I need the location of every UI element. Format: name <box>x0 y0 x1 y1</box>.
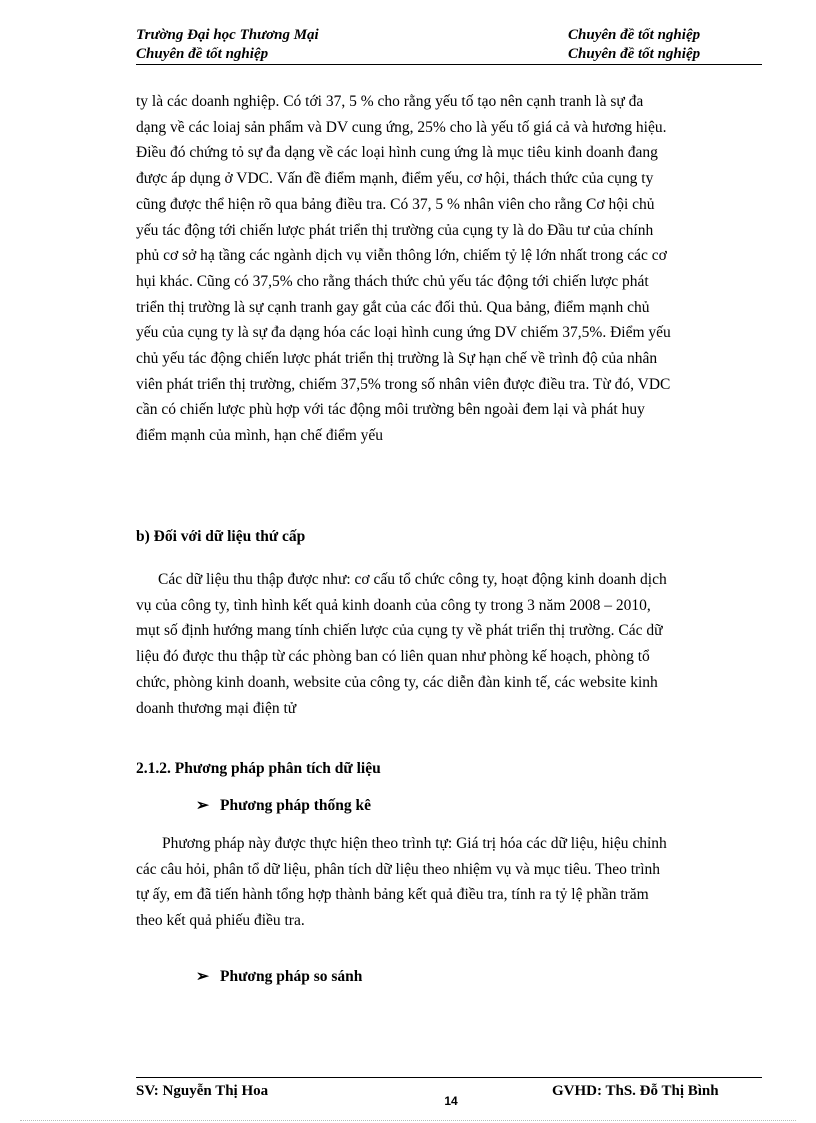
bullet-comparison-method <box>196 967 362 987</box>
student-name: SV: Nguyễn Thị Hoa <box>136 1083 269 1099</box>
para2-line: doanh thương mại điện tử <box>136 699 297 717</box>
advisor-name: GVHD: ThS. Đỗ Thị Bình <box>552 1083 719 1099</box>
para3-line: theo kết quả phiếu điều tra. <box>136 912 305 930</box>
section-heading-212: 2.1.2. Phương pháp phân tích dữ liệu <box>136 760 381 777</box>
para1-line: cần có chiến lược phù hợp với tác động môi trường bên ngoài đem lại và phát huy <box>136 401 645 419</box>
para1-line: ty là các doanh nghiệp. Có tới 37, 5 % cho rằng yếu tố tạo nên cạnh tranh là sự đa <box>136 93 644 110</box>
para2-line: mụt số định hướng mang tính chiến lược của cụng ty về phát triển thị trường. Các dữ <box>136 622 663 640</box>
para3-line: các câu hỏi, phân tổ dữ liệu, phân tích dữ liệu theo nhiệm vụ và mục tiêu. Theo trình <box>136 860 661 878</box>
para1-line: chủ yếu tác động chiến lược phát triển thị trường là Sự hạn chế về trình độ của nhân <box>136 350 658 368</box>
para3-line: Phương pháp này được thực hiện theo trình tự: Giá trị hóa các dữ liệu, hiệu chỉnh <box>162 835 667 852</box>
bullet-statistical-method <box>196 796 371 816</box>
page-number: 14 <box>444 1094 458 1108</box>
para1-line: phủ cơ sở hạ tầng các ngành dịch vụ viễn thông lớn, chiếm tỷ lệ lớn nhất trong các cơ <box>136 247 667 265</box>
school-name: Trường Đại học Thương Mại <box>136 27 319 43</box>
para1-line: triển thị trường là sự cạnh tranh gay gắt của các đối thủ. Qua bảng, điểm mạnh chủ <box>136 298 650 316</box>
arrow-bullet-icon: ➢ <box>196 797 209 814</box>
thesis-type: Chuyên đề tốt nghiệp <box>568 27 701 43</box>
arrow-bullet-icon: ➢ <box>196 968 209 985</box>
para3-line: tự ấy, em đã tiến hành tổng hợp thành bảng kết quả điều tra, tính ra tỷ lệ phần trăm <box>136 886 649 904</box>
thesis-type-left: Chuyên đề tốt nghiệp <box>136 46 269 62</box>
para2-line: chức, phòng kinh doanh, website của công ty, các diễn đàn kinh tế, các website kinh <box>136 673 658 691</box>
bullet-label: Phương pháp so sánh <box>220 968 363 985</box>
header-rule <box>136 64 762 65</box>
thesis-type-right: Chuyên đề tốt nghiệp <box>568 46 701 62</box>
paragraph-2 <box>136 567 766 721</box>
bullet-label: Phương pháp thống kê <box>220 797 371 814</box>
footer-rule <box>136 1077 762 1078</box>
page-edge-divider <box>20 1120 796 1121</box>
para1-line: cũng được thể hiện rõ qua bảng điều tra. Có 37, 5 % nhân viên cho rằng Cơ hội chủ <box>136 195 655 213</box>
paragraph-1 <box>136 89 766 449</box>
para1-line: điểm mạnh của mình, hạn chế điểm yếu <box>136 427 384 445</box>
para2-line: liệu đó được thu thập từ các phòng ban có liên quan như phòng kế hoạch, phòng tổ <box>136 648 650 666</box>
para2-line: Các dữ liệu thu thập được như: cơ cấu tổ chức công ty, hoạt động kinh doanh dịch <box>158 571 667 588</box>
para1-line: yếu của cụng ty là sự đa dạng hóa các loại hình cung ứng DV chiếm 37,5%. Điểm yếu <box>136 324 671 342</box>
para1-line: viên phát triển thị trường, chiếm 37,5% trong số nhân viên được điều tra. Từ đó, VDC <box>136 375 671 393</box>
para1-line: yếu tác động tới chiến lược phát triển thị trường của cụng ty là do Đầu tư của chính <box>136 221 654 239</box>
section-heading-b: b) Đối với dữ liệu thứ cấp <box>136 528 306 545</box>
para1-line: dạng về các loiaj sản phẩm và DV cung ứng, 25% cho là yếu tố giá cả và hương hiệu. <box>136 118 667 136</box>
para1-line: được áp dụng ở VDC. Vấn đề điểm mạnh, điểm yếu, cơ hội, thách thức của cụng ty <box>136 170 654 188</box>
para1-line: Điều đó chứng tỏ sự đa dạng về các loại hình cung ứng là mục tiêu kinh doanh đang <box>136 144 658 162</box>
paragraph-3 <box>136 831 766 934</box>
para2-line: vụ của công ty, tình hình kết quả kinh doanh của công ty trong 3 năm 2008 – 2010, <box>136 596 651 614</box>
para1-line: hụi khác. Cũng có 37,5% cho rằng thách thức chủ yếu tác động tới chiến lược phát <box>136 272 649 290</box>
